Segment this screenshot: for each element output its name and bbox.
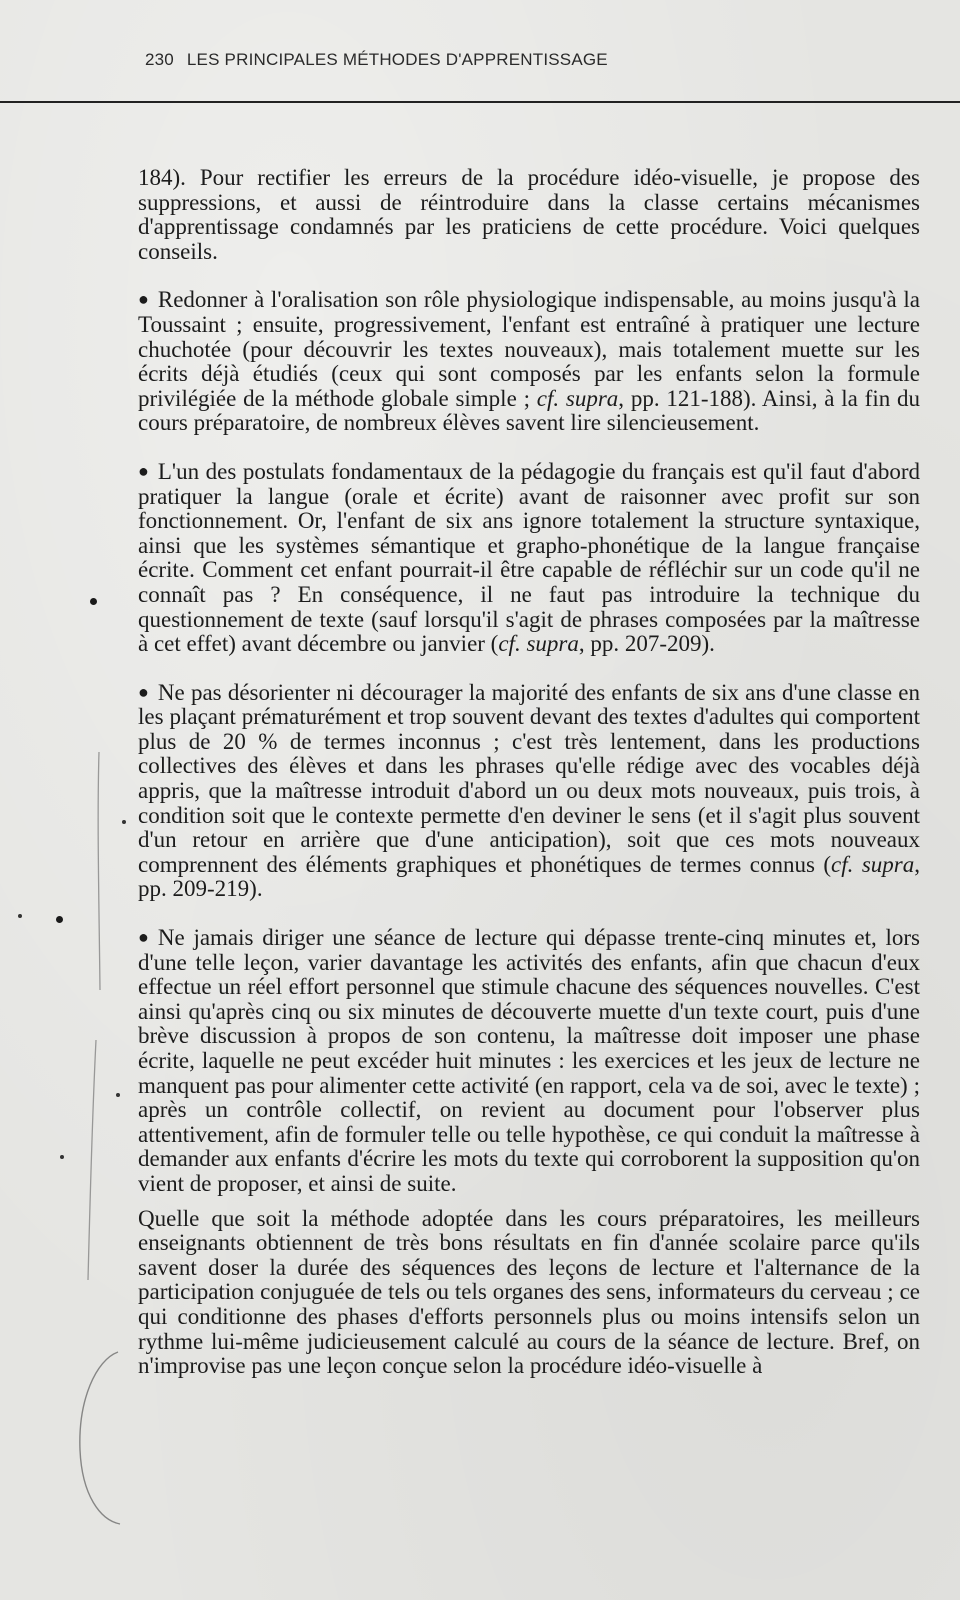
bullet-2-text-b: , pp. 207-209). [578, 631, 715, 657]
bullet-2-text-a: L'un des postulats fondamentaux de la pédagogie du français est qu'il faut d'abord pratiquer la langue (orale et écrite) avant de raisonner avec profit sur son fonctionnement. Or, l'enfant de six ans ignore totalement la structure syntaxique, ainsi que les systèmes sémantique et grapho-phonétique de la langue française écrite. Comment cet enfant pourrait-il être capable de réfléchir sur un code qu'il ne connaît pas ? En conséquence, il ne faut pas introduire la technique du questionnement de texte (sauf lorsqu'il s'agit de phrases composées par la maîtresse à cet effet) avant décembre ou janvier ( [138, 458, 920, 657]
bullet-icon: ● [138, 460, 149, 481]
bullet-icon: ● [138, 289, 149, 310]
paragraph-intro-text: 184). Pour rectifier les erreurs de la procédure idéo-visuelle, je propose des suppressions, et aussi de réintroduire dans la classe certains mécanismes d'apprentissage condamnés par les praticiens de cette procédure. Voici quelques conseils. [138, 165, 920, 264]
ink-speck [116, 1093, 120, 1097]
pencil-line-lower [88, 1040, 96, 1280]
bullet-paragraph-2 [138, 459, 920, 657]
ink-speck [60, 1155, 64, 1159]
bullet-1-text-b: , pp. 121-188). Ainsi, à la fin du cours préparatoire, de nombreux élèves savent lire silencieusement. [138, 385, 920, 436]
pencil-bracket-mark [80, 1352, 120, 1524]
running-title: LES PRINCIPALES MÉTHODES D'APPRENTISSAGE [186, 50, 608, 69]
bullet-icon: ● [138, 681, 149, 702]
ink-speck [122, 820, 126, 824]
ink-speck [90, 598, 97, 605]
page-number: 230 [145, 50, 174, 69]
bullet-4-text: Ne jamais diriger une séance de lecture qui dépasse trente-cinq minutes et, lors d'une telle leçon, varier davantage les activités des enfants, afin que chacun d'eux effectue un réel effort personnel que stimule chacune des séquences nouvelles. C'est ainsi qu'après cinq ou six minutes de découverte muette d'un texte court, puis d'une brève discussion à propos de son contenu, la maîtresse doit imposer une phase écrite, laquelle ne peut excéder huit minutes : les exercices et les jeux de lecture ne manquent pas pour alimenter cette activité (en rapport, cela va de soi, avec le texte) ; après un contrôle collectif, on revient au document pour l'observer plus attentivement, afin de formuler telle ou telle hypothèse, ce qui conduit la maîtresse à demander aux enfants d'écrire les mots du texte qui corroborent la supposition qu'on vient de proposer, et ainsi de suite. [138, 925, 920, 1196]
bullet-paragraph-4 [138, 925, 920, 1197]
paragraph-final-text: Quelle que soit la méthode adoptée dans les cours préparatoires, les meilleurs enseignants obtiennent de très bons résultats en fin d'année scolaire parce qu'ils savent doser la durée des séquences des leçons de lecture et l'alternance de la participation conjuguée de tels ou tels organes des sens, informateurs du cerveau ; ce qui conditionne des phases d'efforts personnels plus ou moins intensifs selon un rythme lui-même judicieusement calculé au cours de la séance de lecture. Bref, on n'improvise pas une leçon conçue selon la procédure idéo-visuelle à [138, 1205, 920, 1379]
paragraph-intro [138, 166, 920, 264]
bullet-1-reference: cf. supra [536, 385, 619, 411]
ink-speck [18, 914, 22, 918]
paragraph-final [138, 1207, 920, 1379]
running-head [145, 50, 608, 70]
bullet-3-text-b: , pp. 209-219). [138, 851, 920, 902]
bullet-paragraph-1 [138, 287, 920, 436]
body-text [138, 166, 920, 1379]
bullet-3-text-a: Ne pas désorienter ni décourager la majorité des enfants de six ans d'une classe en les plaçant prématurément et trop souvent devant des textes d'adultes qui comportent plus de 20 % de termes inconnus ; c'est très lentement, dans les productions collectives des élèves et dans les phrases qu'elle rédige avec des vocables déjà appris, que la maîtresse introduit d'abord un ou deux mots nouveaux, puis trois, à condition soit que le contexte permette d'en deviner le sens (et il s'agit plus souvent d'un retour en arrière que d'une anticipation), soit que ces mots nouveaux comprennent des éléments graphiques et phonétiques de termes connus ( [138, 679, 920, 877]
bullet-3-reference: cf. supra [831, 851, 915, 877]
bullet-paragraph-3 [138, 680, 920, 902]
header-rule [0, 101, 960, 103]
bullet-2-reference: cf. supra [498, 631, 579, 657]
pencil-line-upper [98, 752, 100, 990]
bullet-1-text-a: Redonner à l'oralisation son rôle physiologique indispensable, au moins jusqu'à la Toussaint ; ensuite, progressivement, l'enfant est entraîné à pratiquer une lecture chuchotée (pour découvrir les textes nouveaux), mais totalement muette sur les écrits déjà étudiés (ceux qui sont composés par les enfants selon la formule privilégiée de la méthode globale simple ; [138, 287, 920, 411]
ink-speck [56, 916, 63, 923]
bullet-icon: ● [138, 927, 149, 948]
